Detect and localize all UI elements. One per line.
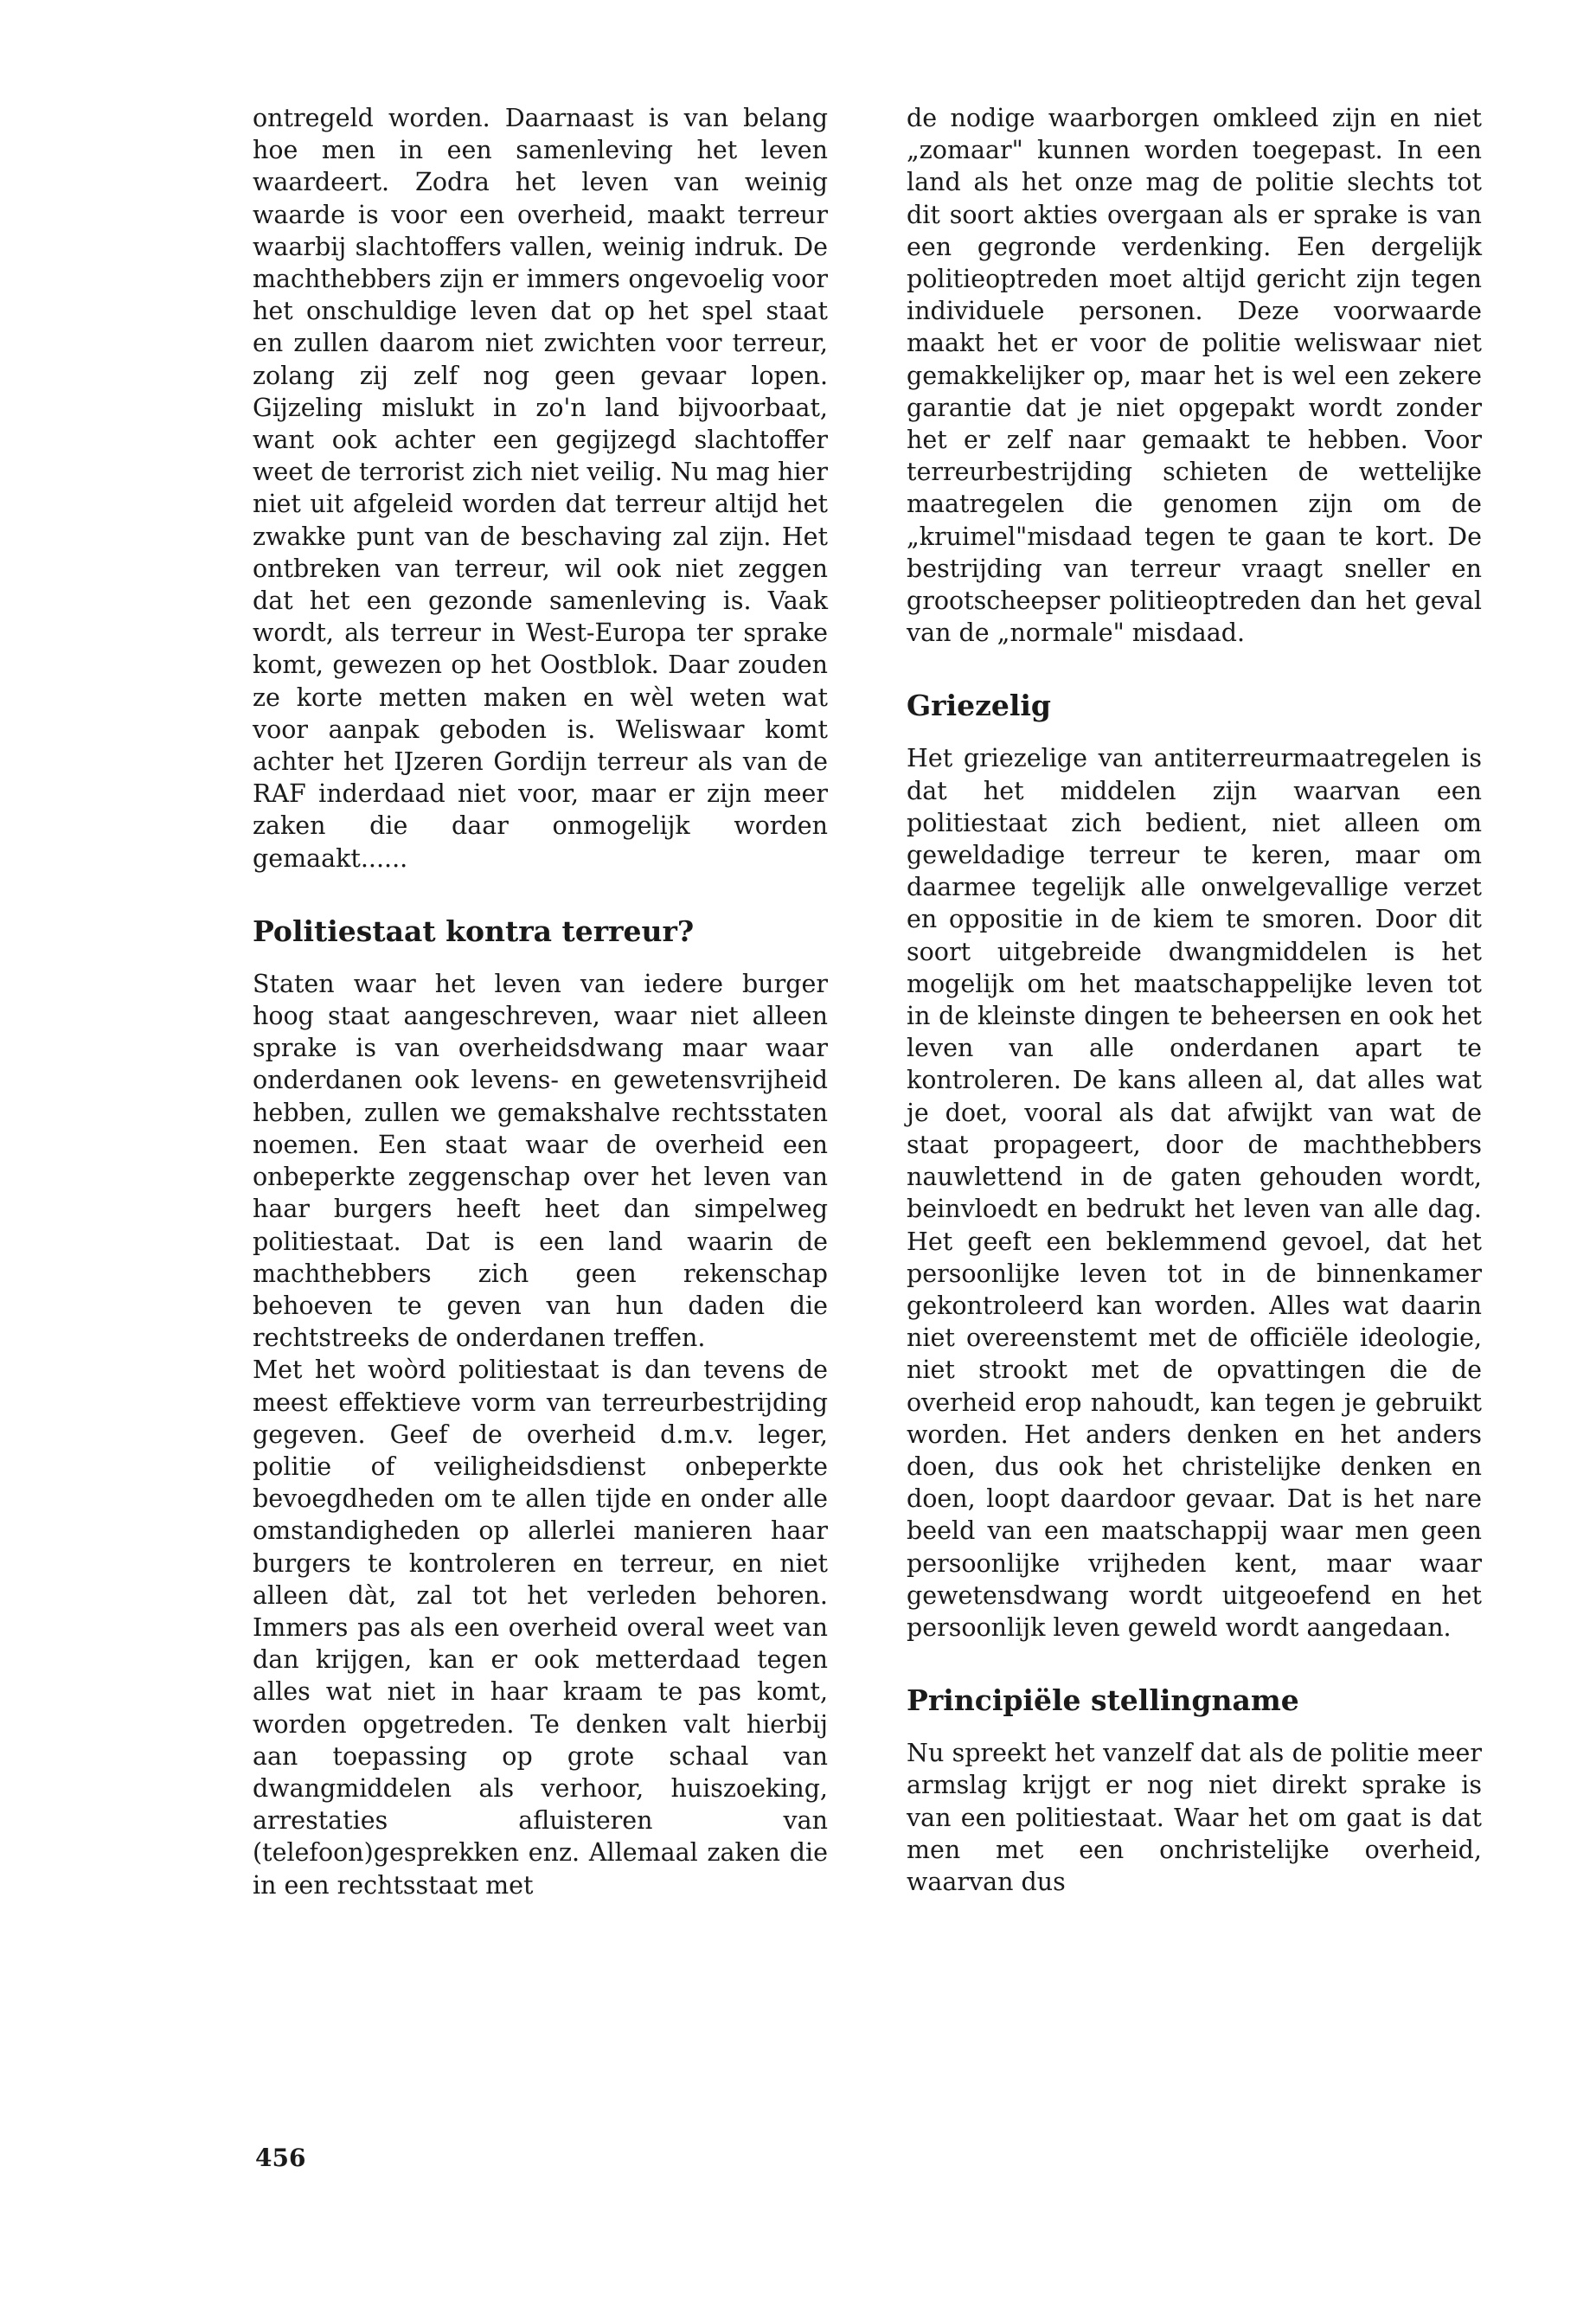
paragraph: Met het woòrd politiestaat is dan tevens de meest effektieve vorm van terreurbestrijding gegeven. Geef de overheid d.m.v. leger, politie of veiligheidsdienst onbeperkte bevoegdheden om te allen tijde en onder alle omstandigheden op allerlei manieren haar burgers te kontroleren en terreur, en niet alleen dàt, zal tot het verleden behoren. Immers pas als een overheid overal weet van dan krijgen, kan er ook metterdaad tegen alles wat niet in haar kraam te pas komt, worden opgetreden. Te denken valt hierbij aan toepassing op grote schaal van dwangmiddelen als verhoor, huiszoeking, arrestaties afluisteren van (telefoon)gesprekken enz. Allemaal zaken die in een rechtsstaat met xyxy=(253,1356,828,1900)
paragraph: Nu spreekt het vanzelf dat als de politie meer armslag krijgt er nog niet direkt sprake is van een politiestaat. Waar het om gaat is dat men met een onchristelijke overheid, waarvan dus xyxy=(907,1739,1482,1896)
paragraph: Staten waar het leven van iedere burger hoog staat aangeschreven, waar niet alleen sprake is van overheidsdwang maar waar onderdanen ook levens- en gewetensvrijheid hebben, zullen we gemakshalve rechtsstaten noemen. Een staat waar de overheid een onbeperkte zeggenschap over het leven van haar burgers heeft heet dan simpelweg politiestaat. Dat is een land waarin de machthebbers zich geen rekenschap behoeven te geven van hun daden die rechtstreeks de onderdanen treffen. xyxy=(253,969,828,1353)
section-heading-griezelig: Griezelig xyxy=(907,689,1051,723)
right-column xyxy=(907,102,1482,1898)
section-heading-politiestaat: Politiestaat kontra terreur? xyxy=(253,913,695,948)
paragraph: Het griezelige van antiterreurmaatregelen is dat het middelen zijn waarvan een politiestaat zich bedient, niet alleen om geweldadige terreur te keren, maar om daarmee tegelijk alle onwelgevallige verzet en oppositie in de kiem te smoren. Door dit soort uitgebreide dwangmiddelen is het mogelijk om het maatschappelijke leven tot in de kleinste dingen te beheersen en ook het leven van alle onderdanen apart te kontroleren. De kans alleen al, dat alles wat je doet, vooral als dat afwijkt van wat de staat propageert, door de machthebbers nauwlettend in de gaten gehouden wordt, beinvloedt en bedrukt het leven van alle dag. Het geeft een beklemmend gevoel, dat het persoonlijke leven tot in de binnenkamer gekontroleerd kan worden. Alles wat daarin niet overeenstemt met de officiële ideologie, niet strookt met de opvattingen die de overheid erop nahoudt, kan tegen je gebruikt worden. Het anders denken en het anders doen, dus ook het christelijke denken en doen, loopt daardoor gevaar. Dat is het nare beeld van een maatschappij waar men geen persoonlijke vrijheden kent, maar waar gewetensdwang wordt uitgeoefend en het persoonlijk leven geweld wordt aangedaan. xyxy=(907,744,1482,1642)
section-heading-principiele-stellingname: Principiële stellingname xyxy=(907,1683,1299,1718)
paragraph: ontregeld worden. Daarnaast is van belang hoe men in een samenleving het leven waardeert. Zodra het leven van weinig waarde is voor een overheid, maakt terreur waarbij slachtoffers vallen, weinig indruk. De machthebbers zijn er immers ongevoelig voor het onschuldige leven dat op het spel staat en zullen daarom niet zwichten voor terreur, zolang zij zelf nog geen gevaar lopen. Gijzeling mislukt in zo'n land bijvoorbaat, want ook achter een gegijzegd slachtoffer weet de terrorist zich niet veilig. Nu mag hier niet uit afgeleid worden dat terreur altijd het zwakke punt van de beschaving zal zijn. Het ontbreken van terreur, wil ook niet zeggen dat het een gezonde samenleving is. Vaak wordt, als terreur in West-Europa ter sprake komt, gewezen op het Oostblok. Daar zouden ze korte metten maken en wèl weten wat voor aanpak geboden is. Weliswaar komt achter het IJzeren Gordijn terreur als van de RAF inderdaad niet voor, maar er zijn meer zaken die daar onmogelijk worden gemaakt...... xyxy=(253,104,828,873)
left-column xyxy=(253,102,828,1901)
paragraph: de nodige waarborgen omkleed zijn en niet „zomaar" kunnen worden toegepast. In een land als het onze mag de politie slechts tot dit soort akties overgaan als er sprake is van een gegronde verdenking. Een dergelijk politieoptreden moet altijd gericht zijn tegen individuele personen. Deze voorwaarde maakt het er voor de politie weliswaar niet gemakkelijker op, maar het is wel een zekere garantie dat je niet opgepakt wordt zonder het er zelf naar gemaakt te hebben. Voor terreurbestrijding schieten de wettelijke maatregelen die genomen zijn om de „kruimel"misdaad tegen te gaan te kort. De bestrijding van terreur vraagt sneller en grootscheepser politieoptreden dan het geval van de „normale" misdaad. xyxy=(907,104,1482,648)
page-number: 456 xyxy=(255,2144,306,2172)
